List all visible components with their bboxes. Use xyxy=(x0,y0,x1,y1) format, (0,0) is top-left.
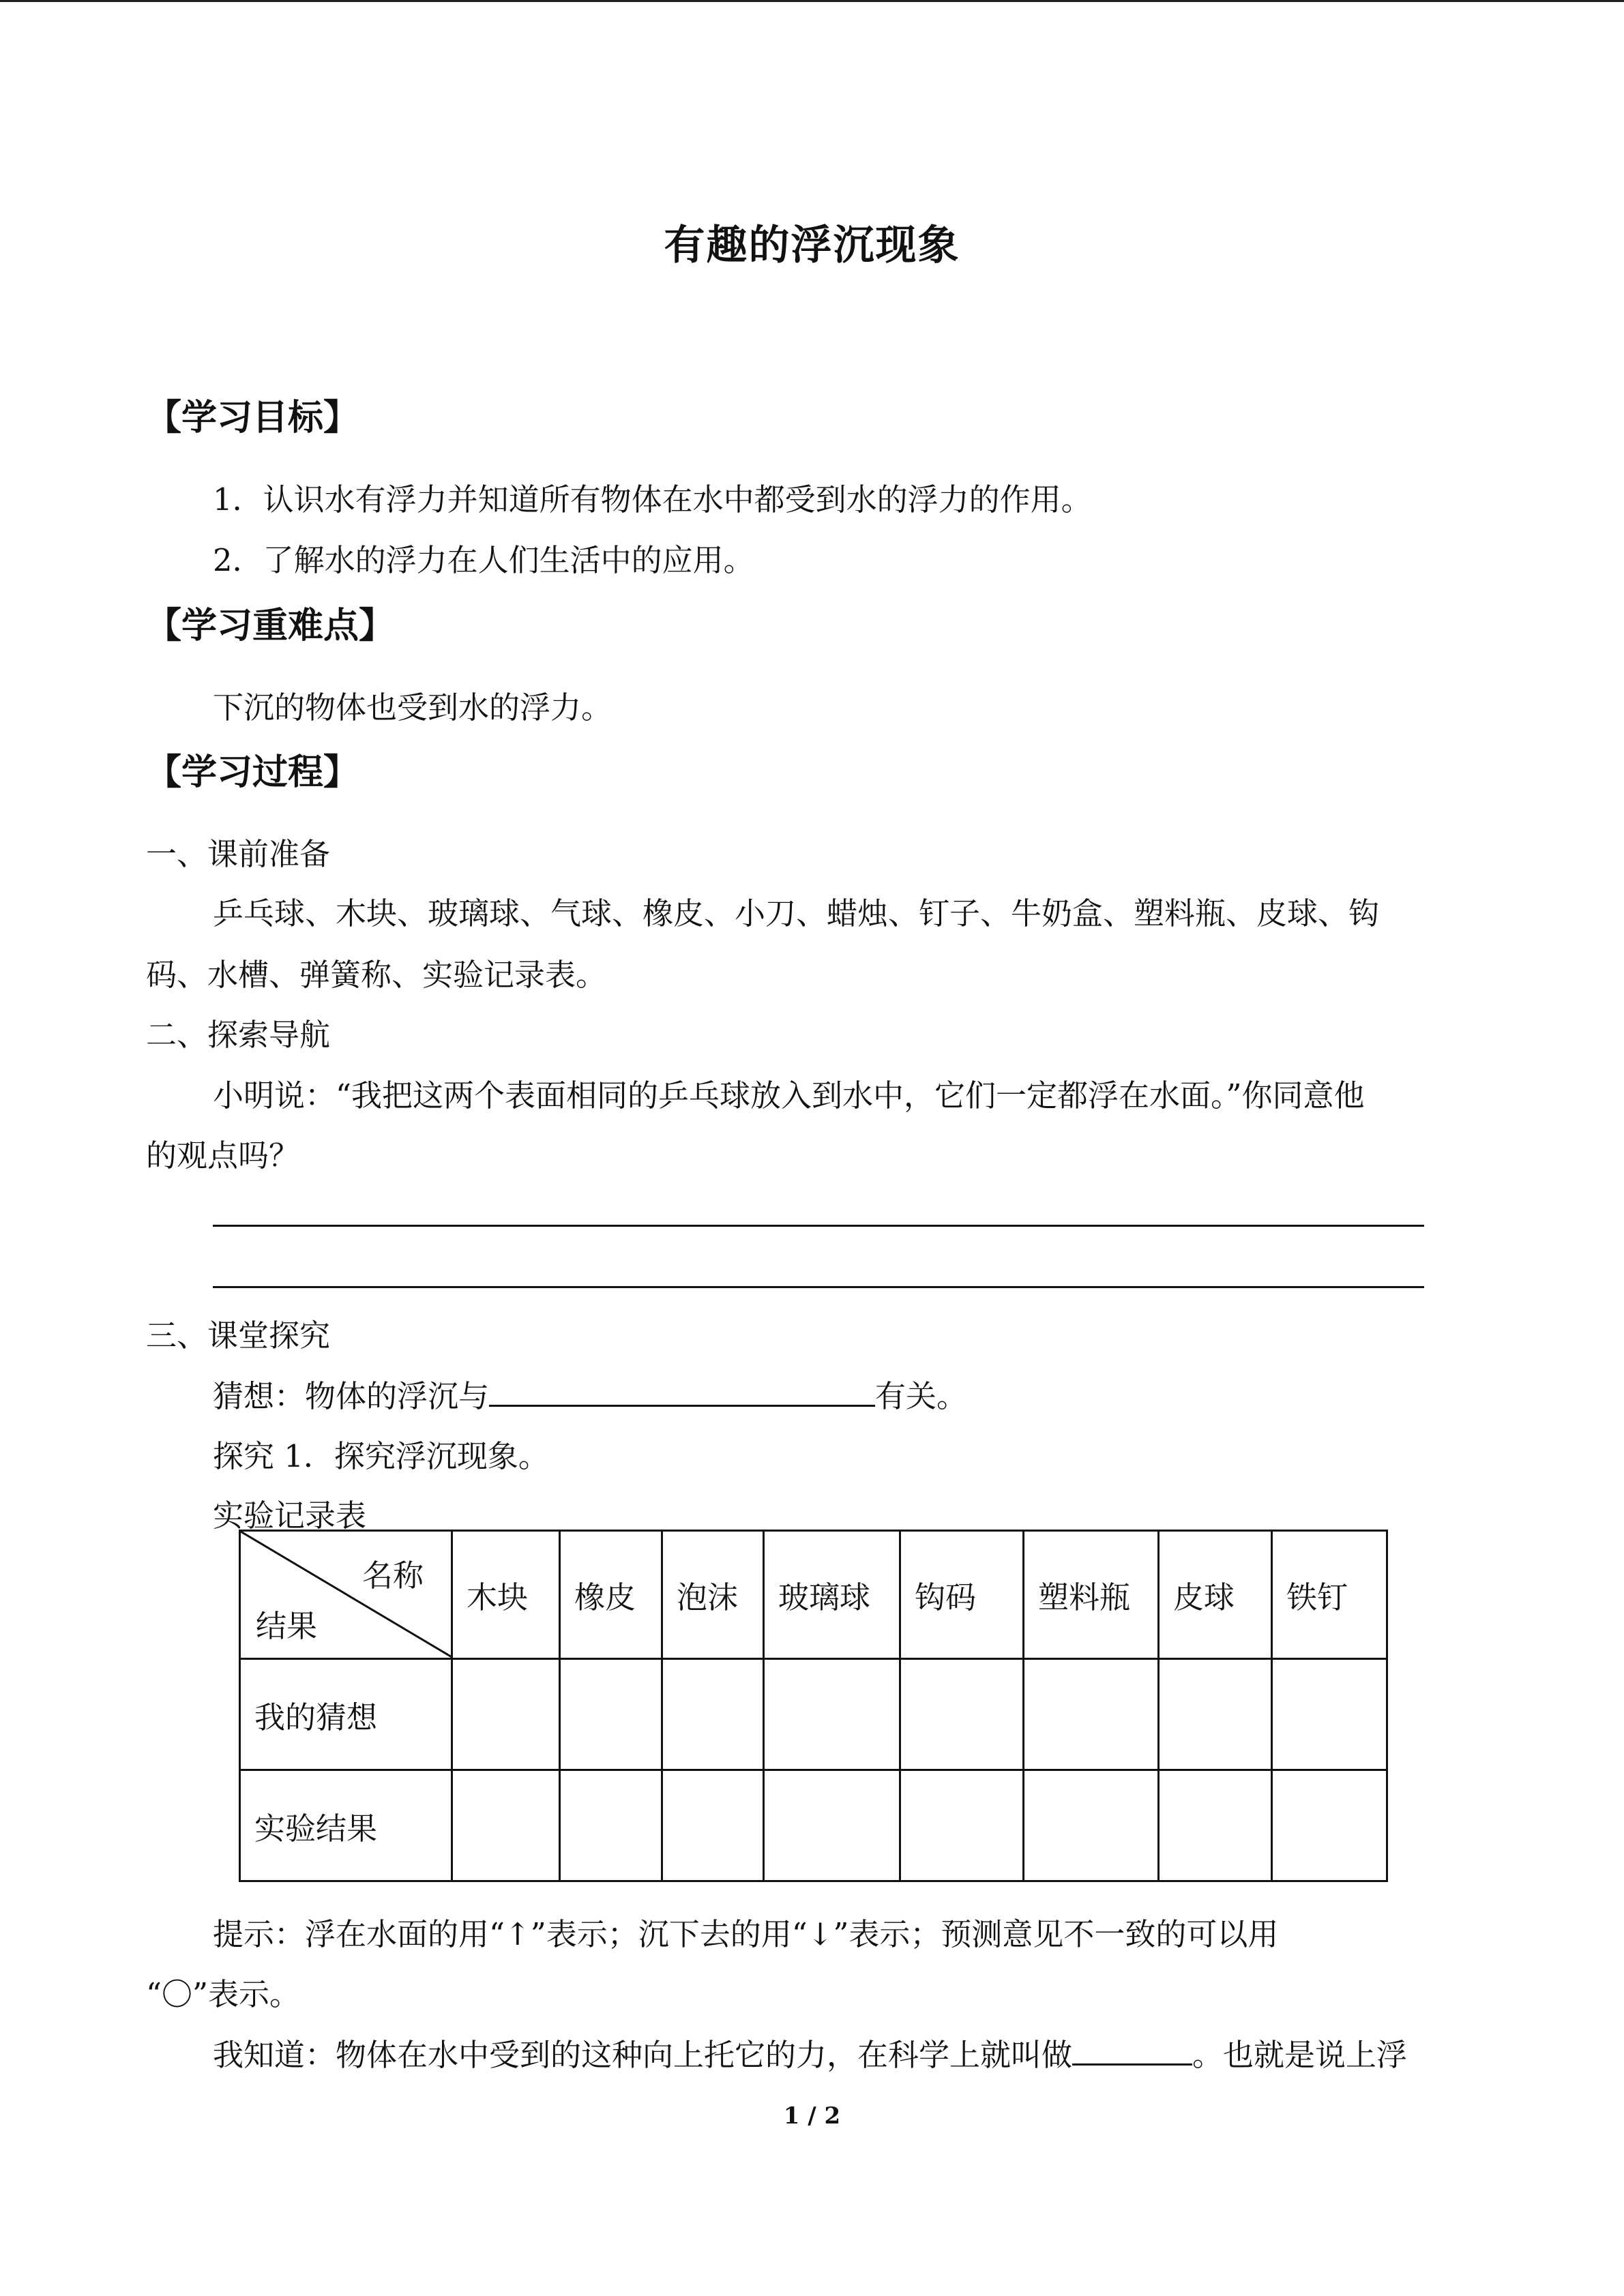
focus-heading: 【学习重难点】 xyxy=(146,605,395,646)
page-number: 1 / 2 xyxy=(783,2102,841,2130)
table-corner-cell xyxy=(240,1531,452,1659)
table-cell[interactable] xyxy=(900,1659,1024,1770)
hint-line-2: “〇”表示。 xyxy=(146,1976,301,2012)
table-cell[interactable] xyxy=(1272,1659,1387,1770)
task1-label: 探究 1．探究浮沉现象。 xyxy=(213,1438,549,1474)
guess-suffix: 有关。 xyxy=(875,1378,968,1414)
table-header-row xyxy=(240,1531,1387,1659)
top-border xyxy=(0,0,1624,2)
hint-line-1: 提示：浮在水面的用“↑”表示；沉下去的用“↓”表示；预测意见不一致的可以用 xyxy=(213,1916,1279,1952)
table-cell[interactable] xyxy=(1024,1659,1159,1770)
guess-prefix: 猜想：物体的浮沉与 xyxy=(213,1378,490,1414)
row-label-my-guess: 我的猜想 xyxy=(240,1659,452,1770)
table-cell[interactable] xyxy=(452,1770,560,1881)
explore-question-line-1: 小明说：“我把这两个表面相同的乒乓球放入到水中，它们一定都浮在水面。”你同意他 xyxy=(213,1077,1365,1114)
prep-heading: 一、课前准备 xyxy=(146,836,331,872)
goal-item-2: 2．了解水的浮力在人们生活中的应用。 xyxy=(213,542,754,578)
explore-heading: 二、探索导航 xyxy=(146,1017,331,1053)
prep-materials-line-1: 乒乓球、木块、玻璃球、气球、橡皮、小刀、蜡烛、钉子、牛奶盒、塑料瓶、皮球、钩 xyxy=(213,895,1380,931)
table-row-result xyxy=(240,1770,1387,1881)
row-label-result: 实验结果 xyxy=(240,1770,452,1881)
column-header-rubber-ball: 皮球 xyxy=(1159,1531,1272,1659)
buoyancy-blank[interactable] xyxy=(1072,2036,1192,2066)
corner-name-label: 名称 xyxy=(361,1557,424,1594)
goal-item-1: 1．认识水有浮力并知道所有物体在水中都受到水的浮力的作用。 xyxy=(213,481,1092,518)
column-header-plastic-bottle: 塑料瓶 xyxy=(1024,1531,1159,1659)
table-cell[interactable] xyxy=(560,1659,662,1770)
know-suffix: 。也就是说上浮 xyxy=(1192,2037,1408,2073)
inquiry-heading: 三、课堂探究 xyxy=(146,1317,331,1354)
table-cell[interactable] xyxy=(1024,1770,1159,1881)
table-cell[interactable] xyxy=(764,1770,900,1881)
know-line xyxy=(213,2030,1407,2074)
column-header-weight: 钩码 xyxy=(900,1531,1024,1659)
table-cell[interactable] xyxy=(1272,1770,1387,1881)
table-cell[interactable] xyxy=(900,1770,1024,1881)
column-header-wood: 木块 xyxy=(452,1531,560,1659)
column-header-foam: 泡沫 xyxy=(662,1531,764,1659)
table-cell[interactable] xyxy=(560,1770,662,1881)
column-header-glass-ball: 玻璃球 xyxy=(764,1531,900,1659)
corner-result-label: 结果 xyxy=(256,1608,318,1644)
goals-heading: 【学习目标】 xyxy=(146,397,359,438)
table-cell[interactable] xyxy=(1159,1770,1272,1881)
table-cell[interactable] xyxy=(764,1659,900,1770)
answer-line-2[interactable] xyxy=(213,1286,1424,1288)
guess-line xyxy=(213,1371,967,1416)
page-title: 有趣的浮沉现象 xyxy=(664,222,960,269)
table-row-my-guess xyxy=(240,1659,1387,1770)
experiment-record-table xyxy=(239,1530,1388,1882)
answer-line-1[interactable] xyxy=(213,1225,1424,1227)
prep-materials-line-2: 码、水槽、弹簧称、实验记录表。 xyxy=(146,957,607,993)
explore-question-line-2: 的观点吗？ xyxy=(146,1137,300,1174)
table-cell[interactable] xyxy=(452,1659,560,1770)
table-cell[interactable] xyxy=(662,1770,764,1881)
focus-text: 下沉的物体也受到水的浮力。 xyxy=(213,689,612,726)
process-heading: 【学习过程】 xyxy=(146,751,359,793)
column-header-iron-nail: 铁钉 xyxy=(1272,1531,1387,1659)
table-caption: 实验记录表 xyxy=(213,1497,367,1534)
table-cell[interactable] xyxy=(1159,1659,1272,1770)
column-header-eraser: 橡皮 xyxy=(560,1531,662,1659)
guess-blank[interactable] xyxy=(489,1377,875,1407)
know-prefix: 我知道：物体在水中受到的这种向上托它的力，在科学上就叫做 xyxy=(213,2037,1073,2073)
table-cell[interactable] xyxy=(662,1659,764,1770)
